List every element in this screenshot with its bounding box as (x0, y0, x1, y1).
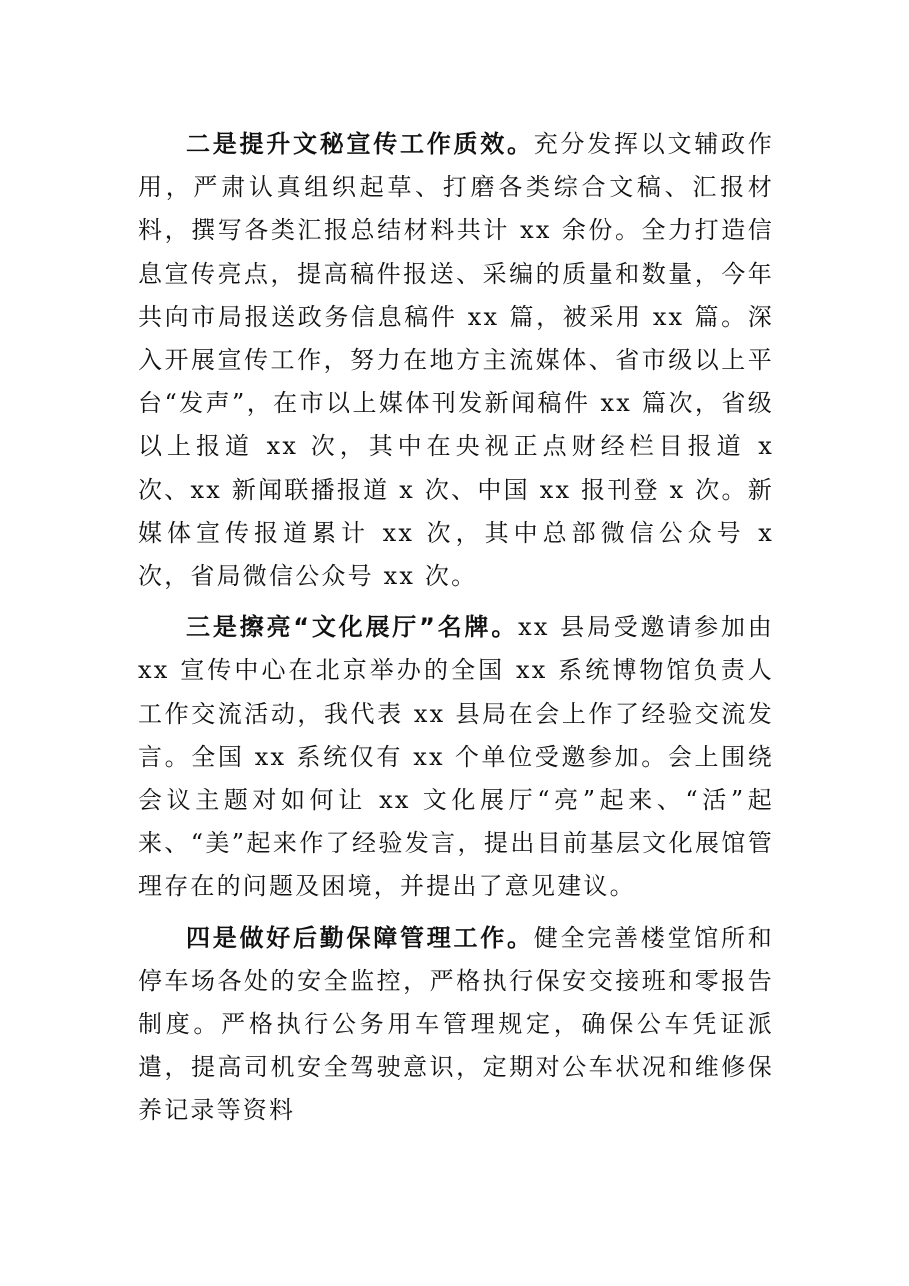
paragraph-lead: 二是提升文秘宣传工作质效。 (186, 130, 534, 158)
paragraph-lead: 三是擦亮“文化展厅”名牌。 (186, 613, 519, 642)
paragraph-zhanting (138, 606, 774, 908)
paragraph-houqin (138, 917, 774, 1133)
paragraph-text: 充分发挥以文辅政作用，严肃认真组织起草、打磨各类综合文稿、汇报材料，撰写各类汇报总结材料共计 xx 余份。全力打造信息宣传亮点，提高稿件报送、采编的质量和数量，今年共向市局报送政务信息稿件 xx 篇，被采用 xx 篇。深入开展宣传工作，努力在地方主流媒体、省市级以上平台“发声”，在市以上媒体刊发新闻稿件 xx 篇次，省级以上报道 xx 次，其中在央视正点财经栏目报道 x 次、xx 新闻联播报道 x 次、中国 xx 报刊登 x 次。新媒体宣传报道累计 xx 次，其中总部微信公众号 x 次，省局微信公众号 xx 次。 (138, 130, 774, 591)
paragraph-wenmi (138, 123, 774, 598)
paragraph-text: 健全完善楼堂馆所和停车场各处的安全监控，严格执行保安交接班和零报告制度。严格执行公务用车管理规定，确保公车凭证派遣，提高司机安全驾驶意识，定期对公车状况和维修保养记录等资料 (138, 923, 774, 1125)
paragraph-lead: 四是做好后勤保障管理工作。 (186, 923, 534, 952)
document-body (138, 123, 774, 1141)
paragraph-text: xx 县局受邀请参加由 xx 宣传中心在北京举办的全国 xx 系统博物馆负责人工作交流活动，我代表 xx 县局在会上作了经验交流发言。全国 xx 系统仅有 xx 个单位受邀参加。会上围绕会议主题对如何让 xx 文化展厅“亮”起来、“活”起来、“美”起来作了经验发言，提出目前基层文化展馆管理存在的问题及困境，并提出了意见建议。 (138, 613, 774, 901)
